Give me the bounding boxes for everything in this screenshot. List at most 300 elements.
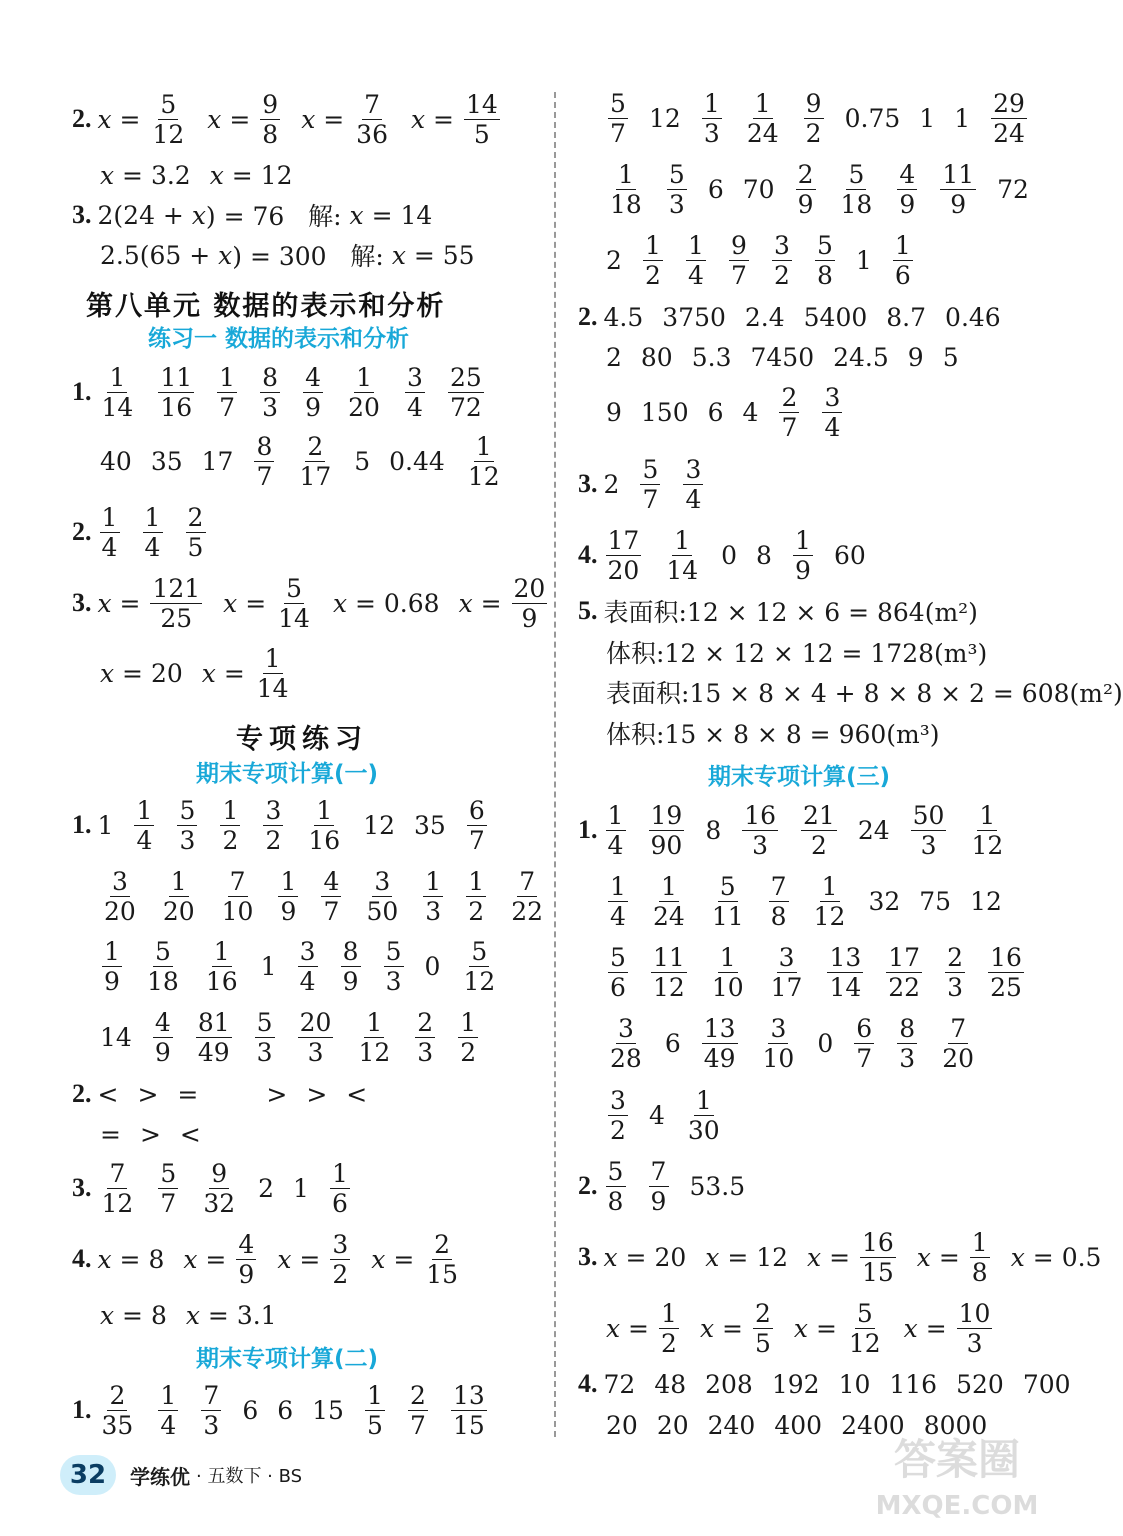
answer-line [100,866,566,926]
answer-item [604,470,620,499]
numerator: 1 [314,796,334,826]
answer-item [151,1008,175,1067]
numerator: 9 [804,89,824,119]
answer-item [856,246,872,275]
answer-value: 2.4 [744,302,785,332]
answer-item [459,574,550,633]
column-divider [554,92,556,1437]
denominator: 7 [642,484,659,514]
answer-item [802,89,826,148]
equation-text: 2(24 + [97,200,192,230]
numerator: 19 [650,800,683,830]
numerator: 5 [177,796,197,826]
equals-sign: = [617,1242,655,1272]
numerator: 50 [912,800,945,830]
denominator: 12 [813,901,846,931]
answer-value: 80 [640,342,673,372]
answer-item [700,89,724,148]
numerator: 3 [616,1014,636,1044]
denominator: 6 [331,1188,348,1218]
denominator: 12 [653,972,685,1002]
denominator: 2 [805,118,822,148]
answer-item [141,503,165,562]
answer-item [202,644,293,703]
answer-item [98,363,138,422]
numerator: 16 [990,942,1022,972]
denominator: 4 [101,532,118,562]
variable: x [301,104,316,134]
numerator: 1 [220,796,240,826]
answer-item [362,867,402,926]
answer-line [72,1229,481,1289]
book-subtitle: · 五数下 · BS [196,1466,303,1487]
answer-line [578,1156,764,1216]
numerator: 16 [744,800,777,830]
answer-line [72,795,508,855]
equals-sign: = [620,1313,657,1343]
answer-value: 2 [258,1173,275,1203]
answer-line [72,502,227,562]
fraction [298,1008,334,1067]
denominator: 30 [687,1115,720,1145]
denominator: 2 [265,825,282,855]
answer-item [159,867,199,926]
numerator: 3 [772,231,792,261]
answer-item [997,175,1029,204]
answer-value: 8 [150,1300,167,1330]
equals-sign: = [821,1242,858,1272]
exercise-title: 期末专项计算(一) [196,761,379,787]
variable: x [807,1242,822,1272]
fraction [893,231,913,290]
fraction [702,1014,738,1073]
fraction [145,937,181,996]
fraction [306,796,342,855]
answer-item [852,1014,876,1073]
fraction [150,574,202,633]
denominator: 9 [238,1259,255,1289]
equals-sign: = [197,1244,235,1274]
numerator: 13 [829,942,862,972]
answer-value: 6 [707,174,724,204]
answer-item [868,887,900,916]
answer-value: 12 [970,886,1002,916]
denominator: 15 [861,1257,894,1287]
fraction [255,1008,275,1067]
answer-item [403,363,427,422]
answer-item [986,943,1026,1002]
numerator: 5 [153,937,173,967]
answer-item [774,1411,822,1440]
fraction [255,644,291,703]
denominator: 16 [160,392,193,422]
fraction [158,1159,178,1218]
fraction [260,363,280,422]
fraction [297,432,333,491]
denominator: 4 [136,825,153,855]
variable: x [705,1242,720,1272]
denominator: 3 [899,1043,916,1073]
numerator: 1 [659,1299,679,1329]
equals-sign: = [917,1313,955,1343]
fraction [220,796,240,855]
denominator: 4 [299,966,316,996]
answer-value: 20 [654,1242,687,1272]
fraction [608,943,628,1002]
equals-sign: = [714,1313,751,1343]
fraction [793,526,813,585]
fraction [464,90,500,149]
numerator: 1 [977,801,997,831]
answer-item [202,447,234,476]
denominator: 4 [824,412,841,442]
answer-value: 70 [742,174,775,204]
answer-value: 14 [100,1022,132,1052]
answer-item [304,796,344,855]
numerator: 29 [993,88,1025,118]
numerator: 11 [942,159,975,189]
fraction [769,943,805,1002]
equals-sign: = [385,1244,423,1274]
answer-item [967,801,1007,860]
answer-item [820,383,844,442]
answer-item [708,872,748,931]
answer-value: 12 [649,103,681,133]
numerator: 3 [608,1086,628,1116]
variable: x [209,160,224,190]
answer-value: = [177,1079,199,1109]
answer-item [301,90,392,149]
answer-value: 24.5 [833,342,889,372]
answer-line [606,1085,743,1145]
answer-item [277,1230,352,1289]
denominator: 24 [746,118,779,148]
fraction [772,231,792,290]
fraction [100,1159,136,1218]
variable: x [100,658,115,688]
denominator: 5 [473,119,490,149]
answer-item [296,1008,336,1067]
answer-item [363,1381,387,1440]
answer-item [199,1159,239,1218]
answer-value: 4 [742,397,759,427]
answer-item [266,1080,287,1109]
variable: x [201,658,216,688]
denominator: 7 [781,412,798,442]
answer-line [606,230,934,290]
answer-item [845,104,901,133]
numerator: 81 [197,1007,230,1037]
numerator: 21 [803,800,835,830]
fraction [196,1008,232,1067]
answer-item [904,1299,995,1358]
denominator: 3 [425,896,442,926]
numerator: 5 [608,943,628,973]
denominator: 24 [993,118,1025,148]
answer-item [184,503,208,562]
answer-value: 40 [100,446,132,476]
denominator: 4 [144,532,161,562]
svg-text:MXQE.COM: MXQE.COM [875,1491,1039,1521]
answer-item [943,343,959,372]
answer-item [354,1008,394,1067]
denominator: 28 [610,1043,642,1073]
answer-item [465,796,489,855]
answer-item [708,398,724,427]
fraction [643,231,663,290]
answer-item [449,1381,489,1440]
fraction [970,1228,990,1287]
numerator: 2 [408,1381,428,1411]
denominator: 9 [280,896,297,926]
answer-item [837,160,877,219]
fraction [860,1228,896,1287]
numerator: 5 [667,160,687,190]
denominator: 14 [666,555,699,585]
answer-value: 0 [817,1028,834,1058]
answer-item [218,867,258,926]
answer-value: 60 [833,540,866,570]
numerator: 7 [107,1159,127,1189]
answer-item [647,1157,671,1216]
answer-text: 表面积:12 × 12 × 6 = 864(m²) [603,598,978,627]
fraction [957,1299,993,1358]
numerator: 16 [861,1227,894,1257]
fraction [341,937,361,996]
answer-value: 20 [606,1410,638,1440]
answer-value: 20 [656,1410,689,1440]
answer-item [507,867,547,926]
answer-value: 8 [148,1244,165,1274]
answer-value: 72 [603,1369,636,1399]
denominator: 18 [610,189,642,219]
answer-item [649,104,681,133]
fraction [177,796,197,855]
fraction [649,801,685,860]
section-title: 专项练习 [236,724,368,755]
numerator: 7 [948,1014,968,1044]
numerator: 3 [822,383,842,413]
denominator: 7 [219,392,236,422]
numerator: 1 [354,363,374,393]
answer-item [98,1381,138,1440]
answer-item [727,231,751,290]
answer-item [406,1381,430,1440]
answer-line [606,159,1048,219]
answer-item [606,160,646,219]
fraction [466,867,486,926]
equals-sign: = [111,104,149,134]
answer-item [657,1411,689,1440]
denominator: 3 [179,825,196,855]
variable: x [97,1244,112,1274]
answer-value: 10 [838,1369,871,1399]
denominator: 3 [703,118,720,148]
numerator: 3 [330,1230,350,1260]
answer-value: < [97,1079,119,1109]
denominator: 7 [468,825,485,855]
answer-value: 1 [919,103,936,133]
answer-value: 8000 [923,1410,988,1440]
answer-item [649,872,689,931]
denominator: 12 [101,1188,134,1218]
variable: x [185,1300,200,1330]
fraction [153,1008,173,1067]
answer-item [100,1023,132,1052]
answer-item [100,937,124,996]
answer-value: 6 [664,1028,681,1058]
numerator: 1 [134,796,154,826]
answer-line [606,88,1048,148]
numerator: 1 [212,937,232,967]
variable: x [100,160,115,190]
page-footer [60,1455,302,1495]
answer-item [604,526,644,585]
numerator: 5 [158,1159,178,1189]
answer-item [743,398,759,427]
answer-line [100,431,523,491]
answer-value: 6 [277,1395,294,1425]
answer-item [917,1228,992,1287]
answer-item [261,796,285,855]
fraction [423,867,443,926]
answer-value: > [137,1079,159,1109]
answer-item [606,872,630,931]
variable: x [916,1242,931,1272]
fraction [911,801,947,860]
answer-item [606,943,630,1002]
fraction [254,432,274,491]
answer-item [218,796,242,855]
denominator: 12 [152,119,185,149]
variable: x [391,240,406,270]
answer-item [425,952,441,981]
equals-sign: = [114,658,151,688]
numerator: 7 [649,1157,669,1187]
denominator: 16 [205,966,238,996]
answer-item [186,1301,277,1330]
numerator: 17 [888,942,921,972]
fraction [467,796,487,855]
answer-value: 700 [1022,1369,1071,1399]
numerator: 7 [517,867,537,897]
variable: x [903,1313,918,1343]
numerator: 1 [970,1228,990,1258]
denominator: 4 [610,901,626,931]
answer-line [72,573,568,633]
answer-item [705,1243,788,1272]
fraction [608,160,644,219]
answer-value: 240 [707,1410,756,1440]
denominator: 49 [197,1037,230,1067]
answer-item [895,160,919,219]
denominator: 3 [920,830,937,860]
answer-item [180,1120,201,1149]
fraction [769,872,789,931]
numerator: 1 [793,526,813,556]
question-number: 3. [578,1242,598,1271]
answer-item [817,1029,833,1058]
denominator: 9 [650,1186,667,1216]
equals-sign: = [808,1313,845,1343]
denominator: 14 [101,392,134,422]
answer-item [606,1411,638,1440]
answer-value: 20 [150,658,183,688]
answer-item [175,796,199,855]
fraction [263,796,283,855]
numerator: 5 [158,90,178,120]
denominator: 35 [101,1410,134,1440]
answer-line [72,1380,508,1440]
answer-item [606,246,622,275]
equation-text: ) = 76 解: [205,202,350,231]
denominator: 12 [971,830,1004,860]
answer-value: 24 [857,815,890,845]
variable: x [410,104,426,134]
answer-value: 17 [201,446,234,476]
numerator: 2 [753,1299,773,1329]
answer-item [908,343,924,372]
numerator: 2 [415,1008,435,1038]
fraction [804,89,824,148]
denominator: 3 [385,966,402,996]
answer-value: 9 [907,342,924,372]
answer-item [810,872,850,931]
variable: x [207,104,222,134]
denominator: 22 [511,896,544,926]
answer-value: 0.75 [844,103,901,133]
watermark-logo [862,1426,1052,1526]
numerator: 1 [616,160,636,190]
denominator: 9 [797,189,814,219]
numerator: 8 [341,937,361,967]
variable: x [191,200,206,230]
denominator: 8 [262,119,279,149]
variable: x [371,1244,386,1274]
numerator: 4 [897,160,917,190]
answer-value: 1 [97,810,114,840]
equals-sign: = [719,1242,757,1272]
denominator: 7 [256,461,273,491]
answer-item [223,574,314,633]
answer-item [954,104,970,133]
answer-value: 0.68 [383,588,440,618]
answer-item [690,1172,746,1201]
answer-value: 2 [603,469,620,499]
question-number: 4. [578,540,598,569]
answer-item [296,937,320,996]
fraction [606,1157,626,1216]
question-number: 3. [578,469,598,498]
answer-item [100,1301,167,1330]
unit-title: 第八单元 数据的表示和分析 [86,291,446,322]
numerator: 1 [217,363,237,393]
fraction [745,89,781,148]
answer-value: 0.46 [945,302,1001,332]
equation-text: = 14 [363,200,433,230]
answer-item [909,801,949,860]
answer-item [692,343,732,372]
question-number: 1. [72,810,92,839]
variable: x [223,588,238,618]
denominator: 9 [342,966,359,996]
answer-item [140,1120,161,1149]
denominator: 20 [104,896,136,926]
answer-value: > [139,1119,161,1149]
numerator: 5 [815,231,835,261]
answer-item [354,447,370,476]
numerator: 2 [779,383,799,413]
